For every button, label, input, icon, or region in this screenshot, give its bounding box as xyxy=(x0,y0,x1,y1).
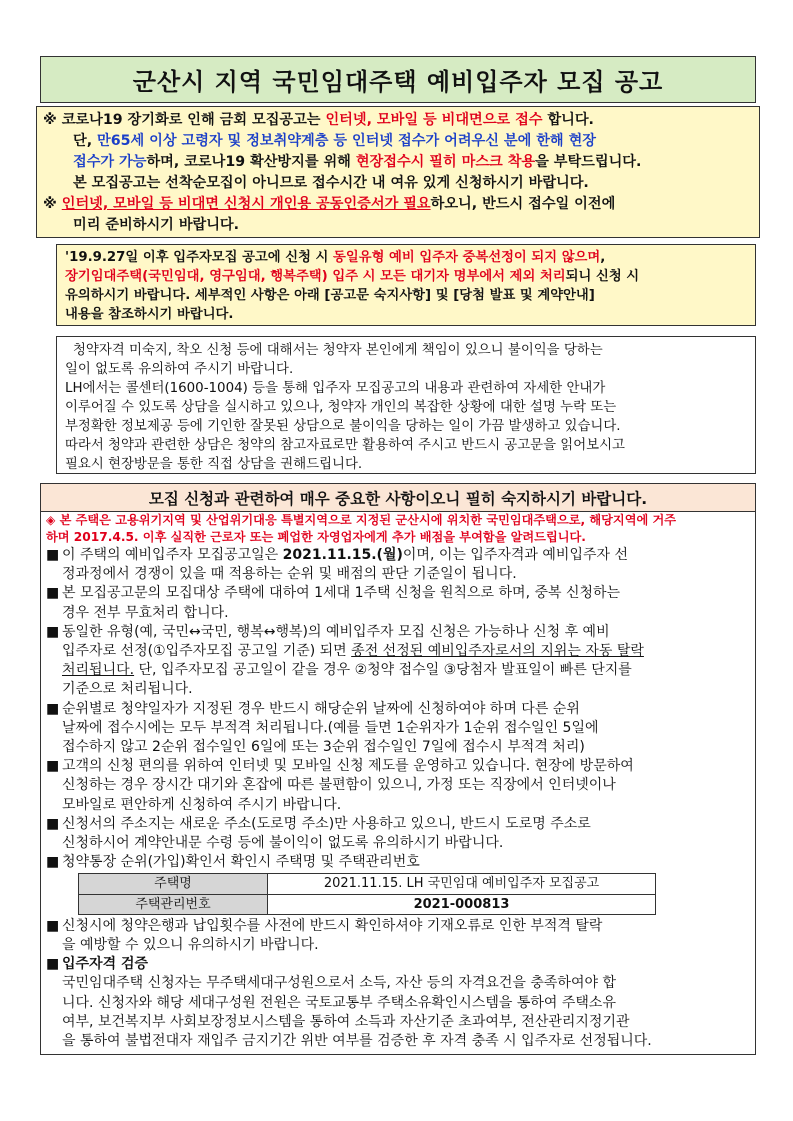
notice-line: 내용을 참조하시기 바랍니다. xyxy=(65,307,234,322)
list-item: ■ 고객의 신청 편의를 위하여 인터넷 및 모바일 신청 제도를 운영하고 있습니다. 현장에 방문하여 xyxy=(46,757,749,776)
important-notes-body xyxy=(41,512,755,1051)
list-item-cont: 여부, 보건복지부 사회보장정보시스템을 통하여 소득과 자산기준 초과여부, 전산관리지정기관 xyxy=(62,1013,630,1030)
notice-line: 접수가 가능하며, 코로나19 확산방지를 위해 현장접수시 필히 마스크 착용을 부탁드립니다. xyxy=(73,154,642,170)
region-warning-line: 하며 2017.4.5. 이후 실직한 근로자 또는 폐업한 자영업자에게 추가 배점을 부여함을 알려드립니다. xyxy=(46,530,586,544)
info-line: LH에서는 콜센터(1600-1004) 등을 통해 입주자 모집공고의 내용과 관련하여 자세한 안내가 xyxy=(65,381,606,396)
info-line: 부정확한 정보제공 등에 기인한 잘못된 상담으로 불이익을 당하는 일이 가끔 발생하고 있습니다. xyxy=(65,419,621,434)
important-notes-box xyxy=(40,483,756,1055)
important-notes-header: 모집 신청과 관련하여 매우 중요한 사항이오니 필히 숙지하시기 바랍니다. xyxy=(41,484,755,512)
region-warning-line: ◈ 본 주택은 고용위기지역 및 산업위기대응 특별지역으로 지정된 군산시에 위치한 국민임대주택으로, 해당지역에 거주 xyxy=(46,513,677,527)
bullet-icon: ■ xyxy=(46,623,60,640)
table-row xyxy=(79,874,656,894)
notice-line: 단, 만65세 이상 고령자 및 정보취약계층 등 인터넷 접수가 어려우신 분에 한해 현장 xyxy=(73,133,596,149)
info-line: 이루어질 수 있도록 상담을 실시하고 있으나, 청약자 개인의 복잡한 상황에 대한 설명 누락 또는 xyxy=(65,400,617,415)
covid-notice-box xyxy=(36,106,760,238)
list-item-cont: 니다. 신청자와 해당 세대구성원 전원은 국토교통부 주택소유확인시스템을 통하여 주택소유 xyxy=(62,994,616,1011)
notice-line: 유의하시기 바랍니다. 세부적인 사항은 아래 [공고문 숙지사항] 및 [당첨 발표 및 계약안내] xyxy=(65,288,595,303)
info-line: 청약자격 미숙지, 착오 신청 등에 대해서는 청약자 본인에게 책임이 있으니 불이익을 당하는 xyxy=(73,343,603,358)
list-item: ■ 순위별로 청약일자가 지정된 경우 반드시 해당순위 날짜에 신청하여야 하며 다른 순위 xyxy=(46,700,749,719)
page-title: 군산시 지역 국민임대주택 예비입주자 모집 공고 xyxy=(132,68,664,96)
info-line: 일이 없도록 유의하여 주시기 바랍니다. xyxy=(65,362,294,377)
table-key: 주택관리번호 xyxy=(79,894,268,914)
highlight-red: 현장접수시 필히 마스크 착용 xyxy=(355,154,536,170)
list-item-cont: 기준으로 처리됩니다. xyxy=(62,681,193,698)
highlight-blue: 접수가 가능 xyxy=(73,154,147,170)
notice-line: '19.9.27일 이후 입주자모집 공고에 신청 시 동일유형 예비 입주자 중복선정이 되지 않으며, xyxy=(65,250,606,265)
announcement-date: 2021.11.15.(월) xyxy=(282,547,403,563)
list-item-cont: 모바일로 편안하게 신청하여 주시기 바랍니다. xyxy=(62,796,342,813)
bullet-icon: ■ xyxy=(46,547,60,563)
housing-info-table xyxy=(78,873,656,914)
table-row xyxy=(79,894,656,914)
list-item-cont: 국민임대주택 신청자는 무주택세대구성원으로서 소득, 자산 등의 자격요건을 충족하여야 합 xyxy=(62,975,616,992)
list-item: ■ 신청시에 청약은행과 납입횟수를 사전에 반드시 확인하셔야 기재오류로 인한 부적격 탈락 xyxy=(46,917,749,936)
bullet-icon: ■ xyxy=(46,956,60,973)
bullet-icon: ■ xyxy=(46,585,60,602)
notice-line: 미리 준비하시기 바랍니다. xyxy=(73,217,240,233)
list-item: ■ 본 모집공고문의 모집대상 주택에 대하여 1세대 1주택 신청을 원칙으로 하며, 중복 신청하는 xyxy=(46,584,749,603)
list-item-cont: 경우 전부 무효처리 합니다. xyxy=(62,604,229,621)
list-item-cont: 을 통하여 불법전대자 재입주 금지기간 위반 여부를 검증한 후 자격 충족 시 입주자로 선정됩니다. xyxy=(62,1033,652,1050)
section-heading: 입주자격 검증 xyxy=(62,956,149,973)
table-value: 2021.11.15. LH 국민임대 예비입주자 모집공고 xyxy=(268,874,656,894)
counseling-info-box xyxy=(56,336,756,474)
list-item-cont: 입주자로 선정(①입주자모집 공고일 기준) 되면 종전 선정된 예비입주자로서의 지위는 자동 탈락 xyxy=(62,643,644,660)
highlight-red: 장기임대주택(국민임대, 영구임대, 행복주택) 입주 시 모든 대기자 명부에서 제외 처리 xyxy=(65,269,566,284)
list-item: ■ 이 주택의 예비입주자 모집공고일은 2021.11.15.(월)이며, 이는 입주자격과 예비입주자 선 xyxy=(46,546,749,565)
list-item xyxy=(46,955,749,974)
list-item-cont: 을 예방할 수 있으니 유의하시기 바랍니다. xyxy=(62,937,319,954)
info-line: 필요시 현장방문을 통한 직접 상담을 권해드립니다. xyxy=(65,457,363,472)
bullet-icon: ■ xyxy=(46,854,60,871)
bullet-icon: ■ xyxy=(46,758,60,775)
info-line: 따라서 청약과 관련한 상담은 청약의 참고자료로만 활용하여 주시고 반드시 공고문을 읽어보시고 xyxy=(65,438,625,453)
notice-line: 장기임대주택(국민임대, 영구임대, 행복주택) 입주 시 모든 대기자 명부에서 제외 처리되니 신청 시 xyxy=(65,269,640,284)
bullet-icon: ■ xyxy=(46,917,60,934)
list-item-cont: 날짜에 접수시에는 모두 부적격 처리됩니다.(예를 들면 1순위자가 1순위 접수일인 5일에 xyxy=(62,719,599,736)
list-item-cont: 정과정에서 경쟁이 있을 때 적용하는 순위 및 배점의 판단 기준일이 됩니다. xyxy=(62,566,517,583)
list-item: ■ 동일한 유형(예, 국민↔국민, 행복↔행복)의 예비입주자 모집 신청은 가능하나 신청 후 예비 xyxy=(46,623,749,642)
notice-line: 본 모집공고는 선착순모집이 아니므로 접수시간 내 여유 있게 신청하시기 바랍니다. xyxy=(73,175,589,191)
bullet-icon: ■ xyxy=(46,815,60,832)
list-item-cont: 신청하시어 계약안내문 수령 등에 불이익이 없도록 유의하시기 바랍니다. xyxy=(62,835,504,852)
notice-line: ※ 인터넷, 모바일 등 비대면 신청시 개인용 공동인증서가 필요하오니, 반드시 접수일 이전에 xyxy=(43,196,616,212)
duplicate-selection-notice-box xyxy=(56,244,756,326)
list-item-cont: 신청하는 경우 장시간 대기와 혼잡에 따른 불편함이 있으니, 가정 또는 직장에서 인터넷이나 xyxy=(62,777,616,794)
list-item: ■ 신청서의 주소지는 새로운 주소(도로명 주소)만 사용하고 있으니, 반드시 도로명 주소로 xyxy=(46,815,749,834)
list-item-cont: 처리됩니다. 단, 입주자모집 공고일이 같을 경우 ②청약 접수일 ③당첨자 발표일이 빠른 단지를 xyxy=(62,662,632,679)
list-item: ■ 청약통장 순위(가입)확인서 확인시 주택명 및 주택관리번호 xyxy=(46,853,749,872)
notice-line: ※ 코로나19 장기화로 인해 금회 모집공고는 인터넷, 모바일 등 비대면으로 접수 합니다. xyxy=(43,112,594,128)
highlight-red: 동일유형 예비 입주자 중복선정이 되지 않으며 xyxy=(333,250,601,265)
bullet-icon: ■ xyxy=(46,700,60,717)
list-item-cont: 접수하지 않고 2순위 접수일인 6일에 또는 3순위 접수일인 7일에 접수시 부적격 처리) xyxy=(62,739,585,756)
highlight-red: 인터넷, 모바일 등 비대면으로 접수 xyxy=(325,112,543,128)
highlight-red: 인터넷, 모바일 등 비대면 신청시 개인용 공동인증서가 필요 xyxy=(61,196,431,212)
table-value: 2021-000813 xyxy=(268,894,656,914)
highlight-blue: 만65세 이상 고령자 및 정보취약계층 등 인터넷 접수가 어려우신 분에 한해 현장 xyxy=(97,133,596,149)
notice-title-box xyxy=(40,56,756,103)
table-key: 주택명 xyxy=(79,874,268,894)
